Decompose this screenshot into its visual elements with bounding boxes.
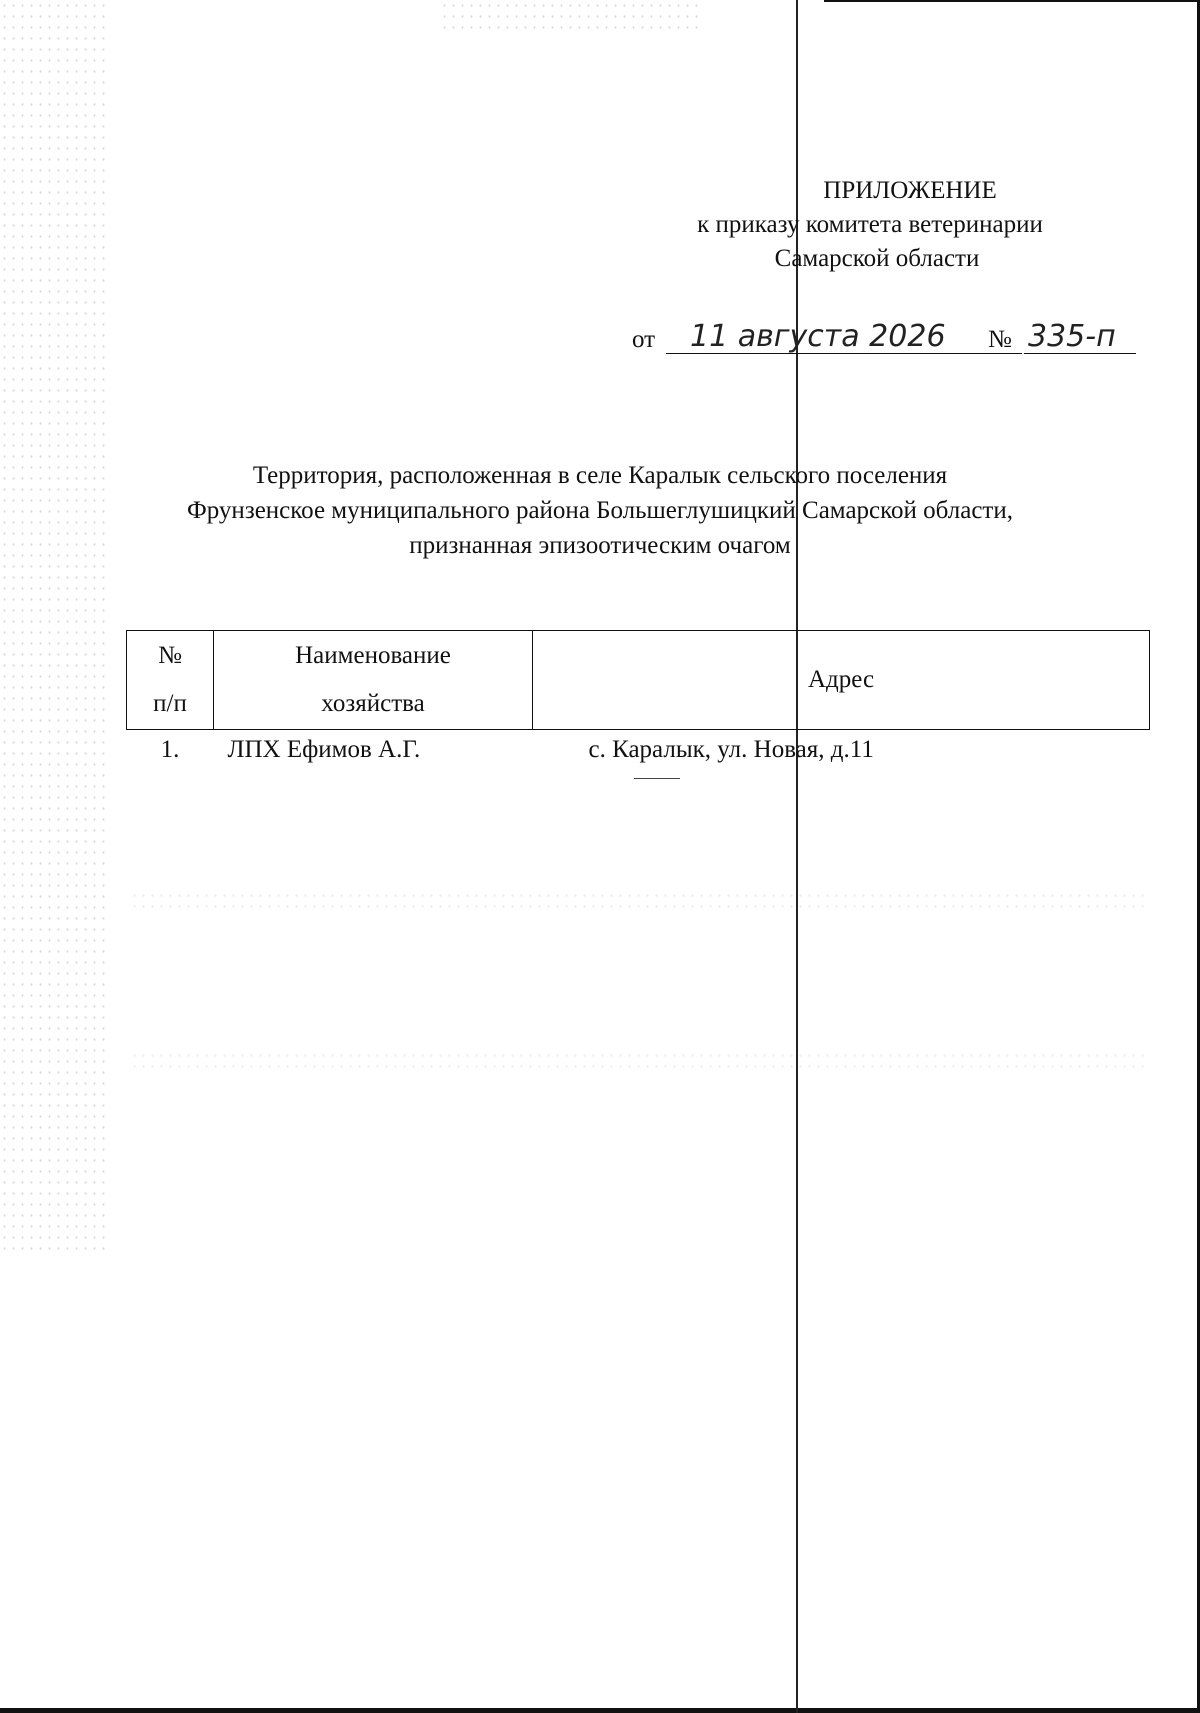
heading-line-1: Территория, расположенная в селе Каралык сельского поселения bbox=[252, 462, 948, 489]
row-number: 1. bbox=[160, 736, 180, 763]
header-number-bottom: п/п bbox=[153, 690, 187, 717]
header-name-top: Наименование bbox=[295, 642, 451, 669]
appendix-title: ПРИЛОЖЕНИЕ bbox=[823, 177, 997, 204]
table-header-row bbox=[127, 631, 1150, 730]
order-number-label: № bbox=[988, 326, 1012, 353]
order-date-handwritten: 11 августа 2026 bbox=[690, 319, 946, 354]
heading-line-2: Фрунзенское муниципального района Большеглушицкий Самарской области, bbox=[187, 497, 1013, 524]
appendix-region: Самарской области bbox=[774, 245, 980, 272]
scan-noise-top bbox=[440, 0, 700, 36]
scan-noise-lower bbox=[130, 1050, 1150, 1068]
header-address bbox=[533, 631, 1150, 730]
row-farm-name: ЛПХ Ефимов А.Г. bbox=[227, 736, 421, 763]
header-address-label: Адрес bbox=[808, 666, 875, 693]
appendix-header bbox=[600, 174, 1140, 276]
header-name-bottom: хозяйства bbox=[321, 690, 425, 717]
row-address: с. Каралык, ул. Новая, д.11 bbox=[588, 736, 874, 763]
scan-noise-middle bbox=[130, 890, 1150, 914]
scan-edge-bottom bbox=[0, 1708, 1200, 1713]
order-from-label: от bbox=[632, 326, 656, 353]
table-row bbox=[127, 730, 1150, 782]
document-heading bbox=[130, 458, 1070, 563]
scan-noise-left bbox=[0, 0, 110, 1250]
heading-line-3: признанная эпизоотическим очагом bbox=[409, 532, 791, 559]
appendix-order-reference: к приказу комитета ветеринарии bbox=[697, 211, 1043, 238]
scan-dash-mark bbox=[634, 778, 680, 779]
scan-edge-top bbox=[824, 0, 1200, 2]
farms-table bbox=[126, 630, 1150, 781]
header-number-top: № bbox=[158, 642, 182, 669]
order-date-number bbox=[632, 316, 1152, 360]
header-number bbox=[127, 631, 214, 730]
header-farm-name bbox=[214, 631, 533, 730]
order-number-handwritten: 335-п bbox=[1028, 319, 1116, 354]
